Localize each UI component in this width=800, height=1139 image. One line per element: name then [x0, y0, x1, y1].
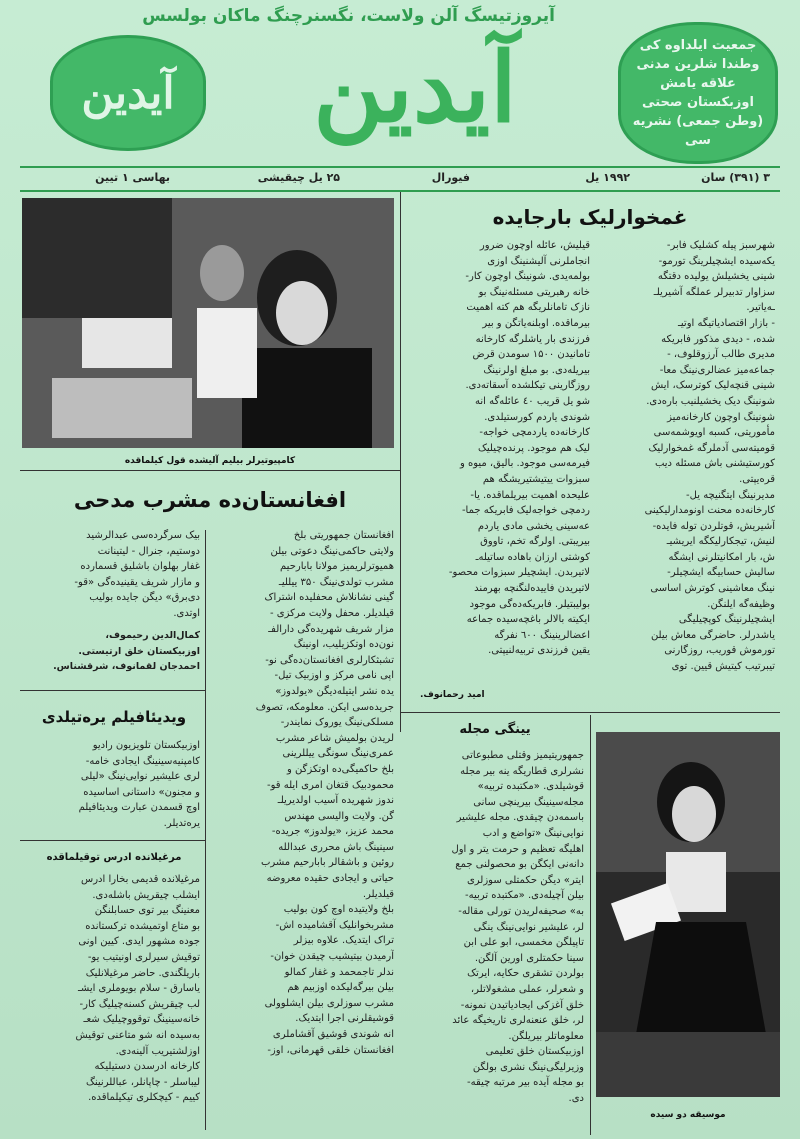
afghan-article-col-left: بیک سرگرده‌سی عبدالرشید دوستیم، جنرال - لیتینانت غفار بهلوان باشلیق قسمارده و مازار شریف یقینیده‌گی «قو- دی‌برق» دیگن جایده بولیب اوتدی.	[74, 530, 200, 619]
column-divider-right	[590, 715, 591, 1135]
photo-singer-image	[596, 732, 780, 1097]
video-headline: ویدیئافیلم یره‌تیلدی	[41, 708, 187, 726]
marghilan-article-body: مرغیلانده قدیمی بخارا ادرس ایشلب چیقریش باشله‌دی. معنینگ بیر توی حسابلنگن بو متاع اوتمیشده ترکستانده جوده مشهور ایدی. کیین اونی توقیش سیرلری اونیتیب یو- باریلگندی. حاضر مرغیلانلیک یاسارق - سلام بویوملری ایشـ لب چیقریش کسنه‌چیلیگ کار- خانه‌سینینگ توقووچیلیک شعـ به‌سیده انه شو متاعنی توقیش اوزلشتیریب آلینه‌دی. کارخانه ادرسدن دستیلیکه لیباسلر - چاپانلر، عباللرنینگ کییم - کیچکلری تیکیلماقده.	[75, 874, 200, 1104]
issue-number: ۳ (۳۹۱) سان	[701, 171, 770, 184]
column-divider-main	[400, 192, 401, 732]
main-article-signature: امید رحمانوف.	[420, 690, 485, 700]
afghan-article-col-right: افغانستان جمهوریتی بلخ ولایتی حاکمی‌نینگ دعوتی بیلن همیوترلریمیز مولانا بابارحیم مشرب تولدی‌نینگ ۳۵۰ ییللیـ گینی نشانلاش محفلیده اشتراک قیلدیلر. محفل ولایت مرکزی - مزار شریف شهریده‌گی دارالفـ نون‌ده اوتکزیلیب، اونینگ تشبثکارلری افغانستان‌ده‌گی نو- اپی نامی مرکز و اوزبیک تیل- یده نشر ایتیله‌دیگن «یولدوز» جریده‌سی ایکن. معلومکه، تصوف مسلکی‌نینگ یوروک نمایندر- لریدن بولمیش شاعر مشرب عمری‌نینگ سونگی ییللرینی بلخ حاکمیگی‌ده اوتکزگن و محمودبیک قتغان امری ایله قو- ندوز شهریده آسیب اولدیریلـ گن. ولایت والیسی مهندس محمد عزیز، «یولدوز» جریده- سینینگ باش محرری عبدالله روئین و باشقالر بابارحیم مشرب حیاتی و ایجادی حقیده معروضه قیلدیلر. بلخ ولایتیده اوچ کون بولیب مشربخوانلیک آقشامیده اش- تراک ایتدیک. علاوه بیزلر آرمیدن بیتیشیب چیقدن خوان- ندلر تاجمحمد و غفار کمالو بیلن بیرگه‌لیکده اوزبیم هم مشرب سوزلری بیلن ایشلوولی قوشیقلرنی اجرا ایتدیک. انه شوندی قوشیق آقشاملری افغانستان خلقی قهرمانی، اوز-	[255, 530, 394, 1056]
row-divider-video	[20, 690, 205, 691]
photo-computer-caption: کامپیوتیرلر بیلیم آلیشده قول کیلماقده	[124, 456, 296, 466]
dateline-bar	[20, 166, 780, 192]
main-article-col-right: شهرسبز پیله کشلیک فابر- یکه‌سیده ایشچیلرینگ تورمو- شینی یخشیلش یولیده دقتگه سزاوار تدبیرلر عملگه آشیریلـ ـه‌یاتیر. - بازار اقتصادیاتیگه اوتیـ شده، - دیدی مذکور فابریکه مدیری طالب آرزوقلوف، - جماعه‌میز عضالری‌نینگ معا- شینی قنچه‌لیک کوترسک، ایش شونینگ‌ دیک یخشیلنیب باره‌دی. شونینگ اوچون کارخانه‌میز مأموریتی، کسبه اویوشمه‌سی قومیته‌سی آدملرگه غمخوارلیک کورستیشنی باش مسئله دیب قره‌یپتی. مدیرنینگ ایتگنیچه یل- کارخانه‌ده محنت اونومدارلیکینی آشیریش، قوتلردن توله فایده- لنیش، تیجکارلیکگه ایریشیـ ش، بار امکانیتلرنی ایشگه سالیش حسابیگه ایشچیلر- نینگ معاشینی کوترش اساسی وظیفه‌گه ایلنگن. ایشچیلرنینگ کوپچیلیگی یاشدرلر. حاضرگی معاش بیلن تورموش قوریب، روزگارنی تیبرتیب کیتیش قیین. توی	[644, 240, 775, 673]
journal-headline: یینگی مجله	[459, 722, 531, 737]
photo-computer-class-image	[22, 198, 394, 448]
right-emblem-text: جمعیت ایلداوه کی وطندا شلرین مدنی علاقه یامش اوزبکستان صحتی (وطن جمعی) نشریه سی	[632, 38, 764, 148]
afghan-article-signature: کمال‌الدین رحیموف، اوزبیکستان خلق ارتیستی. احمدجان لقمانوف، شرقشناس.	[53, 630, 200, 673]
photo-computer-class	[22, 198, 394, 448]
main-article-col-left: قیلیش، عائله اوچون ضرور انجاملرنی آلیشنینگ اوزی بولمه‌یدی. شونینگ اوچون کار- خانه رهبریتی مسئله‌نینگ بو نازک تامانلریگه هم کته اهمیت بیرماقده. اوبلنه‌یاتگن و بیر فرزندی بار یاشلرگه کارخانه تامانیدن ۱۵۰۰ سومدن قرض بیریله‌دی. بو مبلغ اولرنینگ روزگارینی تیکلشده آسقاته‌دی. شو یل قریب ٤٠ عائله‌گه انه شوندی یاردم کورستیلدی. کارخانه‌ده یاردمچی خواجه- لیک هم موجود. پرنده‌چیلیک فیرمه‌سی موجود. بالیق، میوه و سبزوات ییتیشتیریشگه هم علیحده اهمیت بیریلماقده. یا- ردمچی خواجه‌لیک فابریکه جما- عه‌سینی یخشی مادی یاردم بیریبتی. اولرگه تخم، تاووق کوشتی ارزان باهاده ساتیله‌ـ لاتیربدن. ایشچیلر سبزوات محصو- لاتیریدن فاییده‌لنگنچه بهرمند بولیبتیلر. فابریکه‌ده‌گی موجود ایکیته بالالر باغچه‌سیده جماعه اعضالرینینگ ٦٠٠ نفرگه یقین فرزندی تربیه‌لنیپتی.	[448, 240, 590, 657]
left-emblem-badge	[50, 35, 206, 151]
main-headline: غمخوارلیک بارجایده	[492, 205, 688, 229]
row-divider-marghilan	[20, 840, 205, 841]
right-emblem-badge	[618, 22, 778, 164]
left-emblem-text: آیدین	[81, 67, 175, 119]
issue-price: بهاسی ۱ تیین	[95, 171, 170, 184]
row-divider-photo	[20, 470, 400, 471]
issue-month: فیورال	[431, 171, 470, 184]
issue-year: ۱۹۹۲ یل	[585, 171, 630, 184]
masthead-tagline: آیروزتیسگ آلن ولاست، نگسنرچنگ ماکان بولسس	[142, 6, 555, 26]
photo-singer	[596, 732, 780, 1097]
newspaper-title: آیدین	[313, 31, 517, 144]
row-divider-main	[400, 712, 780, 713]
column-divider-left	[205, 530, 206, 1130]
journal-article-body: جمهوریتیمیز وقتلی مطبوعاتی نشرلری قطاریگه ینه بیر مجله قوشیلدی. «مکتبده تربیه» مجله‌سینینگ بیرینچی سانی باسمه‌دن چیقدی. مجله علیشیر نوایی‌نینگ «تواضع و ادب اهلیگه تعظیم و حرمت یتر و اول دانه‌نی ایکگن بو محصولنی جمع ایتر» دیگن حکمتلی سوزلری بیلن آچیله‌دی. «مکتبده تربیه‌- به» صحیفه‌لریدن تورلی مقاله- لر، علیشیر نوایی‌نینگ ینگی تاپیلگن مخمسی، ابو علی ابن سینا حکمتلری اورین آلگن. بولردن تشقری حکایه، ایرتک و شعرلر، عملی مشغولاتلر، خلق آغزکی ایجادیاتیدن نمونه- لر، خلق عنعنه‌لری تاریخیگه عائد معلوماتلر بیریلگن. اوزبیکستان خلق تعلیمی وزیرلیگی‌نینگ نشری بولگن بو مجله آیده بیر مرتبه چیقه- دی.	[451, 750, 584, 1105]
marghilan-headline: مرغیلانده ادرس توقیلماقده	[46, 852, 182, 863]
publication-frequency: ۲۵ یل چیقیشی	[257, 171, 340, 184]
video-article-body: اوزبیکستان تلویزیون رادیو کامپنیه‌سینینگ ایجادی خامه- لری علیشیر نوایی‌نینگ «لیلی و مجنون» داستانی اساسیده اوچ قسمدن عبارت ویدیئافیلم یره‌تدیلر.	[78, 740, 200, 829]
afghan-headline: افغانستان‌ده مشرب مدحی	[73, 488, 347, 512]
photo-singer-caption: موسیقه دو سیده	[650, 1110, 726, 1120]
